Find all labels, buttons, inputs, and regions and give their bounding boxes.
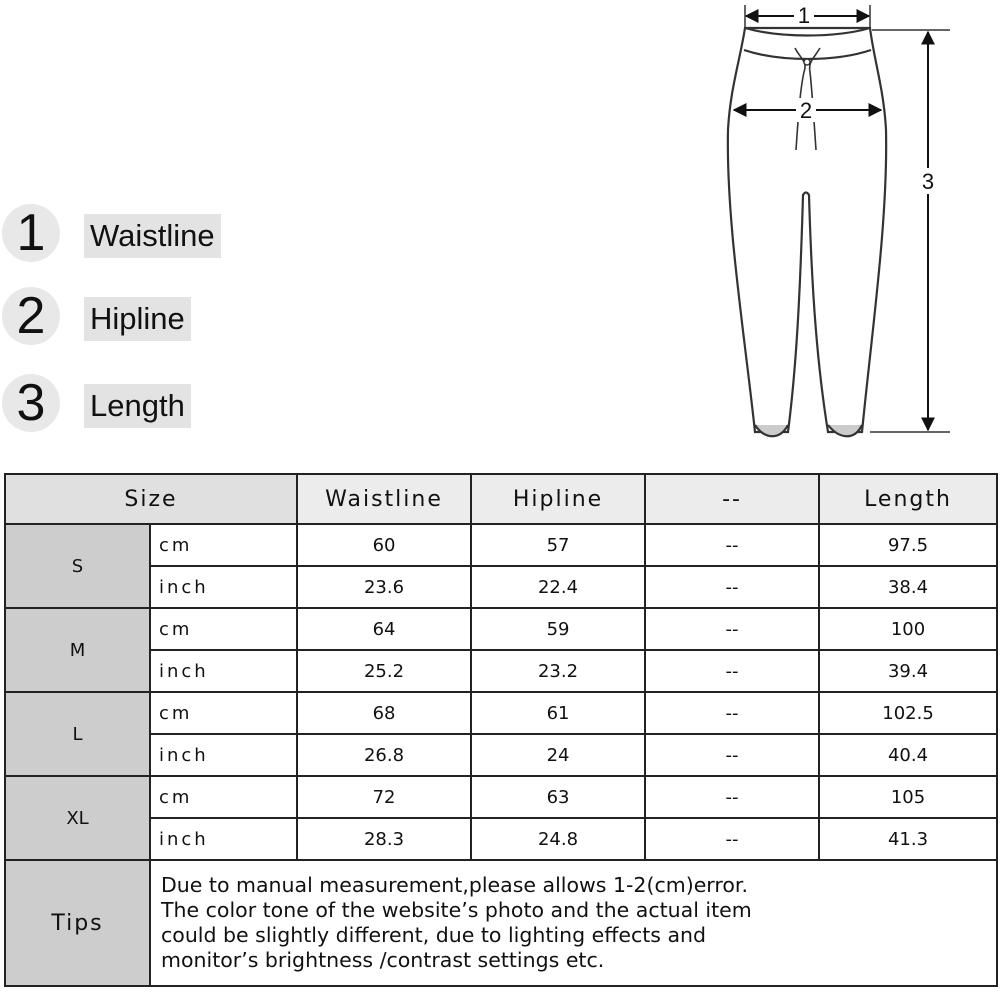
hipline-cell: 57 (471, 524, 645, 566)
blank-cell: -- (645, 650, 819, 692)
marker-1: 1 (797, 3, 811, 28)
table-row (5, 692, 997, 734)
length-cell: 39.4 (819, 650, 997, 692)
size-chart-table (4, 473, 998, 987)
table-row (5, 524, 997, 566)
blank-cell: -- (645, 734, 819, 776)
table-row (5, 776, 997, 818)
legend-label: Waistline (84, 214, 221, 258)
legend-number: 3 (2, 374, 60, 432)
legend-label: Hipline (84, 297, 191, 341)
legend-item-hipline (0, 283, 260, 353)
tips-label: Tips (5, 860, 150, 986)
blank-cell: -- (645, 818, 819, 860)
blank-cell: -- (645, 524, 819, 566)
blank-cell: -- (645, 776, 819, 818)
tip-line: Due to manual measurement,please allows 1-2(cm)error. (161, 873, 748, 897)
header-blank: -- (645, 474, 819, 524)
unit-cell: inch (150, 650, 297, 692)
length-cell: 38.4 (819, 566, 997, 608)
length-cell: 100 (819, 608, 997, 650)
header-hipline: Hipline (471, 474, 645, 524)
waistline-cell: 28.3 (297, 818, 471, 860)
hipline-cell: 22.4 (471, 566, 645, 608)
length-cell: 97.5 (819, 524, 997, 566)
header-size: Size (5, 474, 297, 524)
length-cell: 102.5 (819, 692, 997, 734)
legend-number: 1 (2, 204, 60, 262)
waistline-cell: 60 (297, 524, 471, 566)
unit-cell: cm (150, 524, 297, 566)
header-length: Length (819, 474, 997, 524)
legend-label: Length (84, 384, 191, 428)
tip-line: The color tone of the website’s photo and the actual item (161, 898, 752, 922)
blank-cell: -- (645, 566, 819, 608)
size-label: M (5, 608, 150, 692)
waistline-cell: 26.8 (297, 734, 471, 776)
hipline-cell: 24 (471, 734, 645, 776)
unit-cell: cm (150, 692, 297, 734)
tip-line: could be slightly different, due to lighting effects and (161, 923, 707, 947)
table-row (5, 608, 997, 650)
blank-cell: -- (645, 692, 819, 734)
unit-cell: inch (150, 566, 297, 608)
table-row (5, 650, 997, 692)
unit-cell: cm (150, 608, 297, 650)
table-row (5, 566, 997, 608)
tips-row (5, 860, 997, 986)
size-label: L (5, 692, 150, 776)
table-row (5, 818, 997, 860)
length-cell: 40.4 (819, 734, 997, 776)
hipline-cell: 61 (471, 692, 645, 734)
unit-cell: inch (150, 818, 297, 860)
tip-line: monitor’s brightness /contrast settings etc. (161, 948, 605, 972)
table-header-row (5, 474, 997, 524)
header-waistline: Waistline (297, 474, 471, 524)
unit-cell: inch (150, 734, 297, 776)
hipline-cell: 59 (471, 608, 645, 650)
marker-3: 3 (921, 169, 935, 194)
unit-cell: cm (150, 776, 297, 818)
hipline-cell: 23.2 (471, 650, 645, 692)
waistline-cell: 64 (297, 608, 471, 650)
hipline-cell: 63 (471, 776, 645, 818)
waistline-cell: 25.2 (297, 650, 471, 692)
size-label: XL (5, 776, 150, 860)
legend-item-length (0, 370, 260, 440)
hipline-cell: 24.8 (471, 818, 645, 860)
pants-icon (728, 28, 886, 436)
blank-cell: -- (645, 608, 819, 650)
table-row (5, 734, 997, 776)
legend-item-waistline (0, 200, 260, 270)
length-cell: 41.3 (819, 818, 997, 860)
marker-2: 2 (799, 98, 813, 123)
waistline-cell: 72 (297, 776, 471, 818)
length-cell: 105 (819, 776, 997, 818)
legend-number: 2 (2, 287, 60, 345)
waistline-cell: 68 (297, 692, 471, 734)
tips-text (150, 860, 997, 986)
size-label: S (5, 524, 150, 608)
pants-measurement-diagram (700, 0, 1000, 460)
waistline-cell: 23.6 (297, 566, 471, 608)
